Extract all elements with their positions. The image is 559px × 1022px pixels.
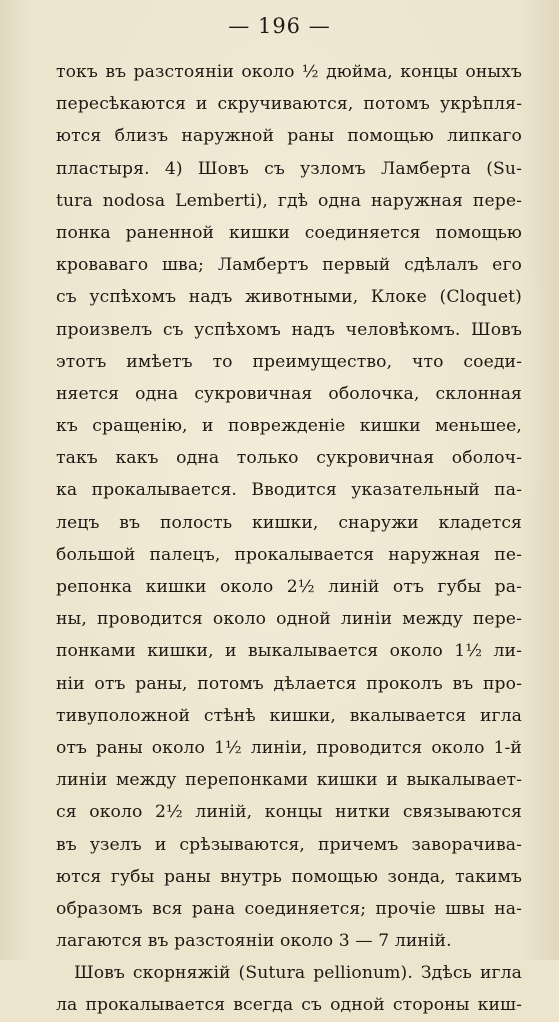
- text-line-15: лецъ въ полость кишки, снаружи кладется: [56, 512, 522, 533]
- text-line-27: образомъ вся рана соединяется; прочiе швы на-: [56, 898, 522, 919]
- text-line-11: няется одна сукровичная оболочка, склонная: [56, 383, 522, 404]
- text-line-1: токъ въ разстоянiи около ½ дюйма, концы оныхъ: [56, 62, 522, 82]
- text-line-22: отъ раны около 1½ линiи, проводится около 1-й: [56, 737, 522, 758]
- text-line-10: этотъ имѣетъ то преимущество, что соеди-: [56, 351, 522, 372]
- text-line-3: ются близъ наружной раны помощью липкаго: [56, 126, 522, 147]
- text-line-6: понка раненной кишки соединяется помощью: [56, 222, 522, 243]
- text-line-19: понками кишки, и выкалывается около 1½ ли-: [56, 641, 522, 662]
- text-line-4: пластыря. 4) Шовъ съ узломъ Ламберта (Su-: [56, 158, 522, 179]
- text-line-25: въ узелъ и срѣзываются, причемъ заворачива-: [56, 834, 522, 855]
- text-line-28: лагаются въ разстоянiи около 3 — 7 линiй.: [56, 931, 452, 952]
- text-line-16: большой палецъ, прокалывается наружная пе-: [56, 544, 522, 565]
- text-line-17: репонка кишки около 2½ линiй отъ губы ра-: [56, 577, 522, 597]
- text-line-5: tura nodosa Lemberti), гдѣ одна наружная пере-: [56, 190, 522, 211]
- text-line-30: ла прокалывается всегда съ одной стороны киш-: [56, 995, 522, 1016]
- text-line-26: ются губы раны внутрь помощью зонда, такимъ: [56, 866, 522, 887]
- text-line-9: произвелъ съ успѣхомъ надъ человѣкомъ. Шовъ: [56, 319, 522, 340]
- text-line-23: линiи между перепонками кишки и выкалывает-: [56, 770, 522, 791]
- text-line-24: ся около 2½ линiй, концы нитки связываются: [56, 802, 522, 823]
- text-line-29: Шовъ скорняжiй (Sutura pellionum). Здѣсь игла: [74, 963, 522, 984]
- text-line-12: къ сращенiю, и поврежденiе кишки меньшее,: [56, 416, 522, 437]
- text-line-13: такъ какъ одна только сукровичная оболоч-: [56, 448, 522, 469]
- page-number: — 196 —: [228, 14, 331, 38]
- text-line-8: съ успѣхомъ надъ животными, Клоке (Cloquet): [56, 287, 522, 308]
- text-line-7: кроваваго шва; Ламбертъ первый сдѣлалъ его: [56, 255, 522, 276]
- text-line-14: ка прокалывается. Вводится указательный па-: [56, 480, 522, 501]
- text-line-20: нiи отъ раны, потомъ дѣлается проколъ въ про-: [56, 673, 522, 694]
- text-line-21: тивуположной стѣнѣ кишки, вкалывается игла: [56, 705, 522, 726]
- text-line-2: пересѣкаются и скручиваются, потомъ укрѣпля-: [56, 94, 522, 115]
- body-text: [56, 56, 522, 1022]
- text-line-18: ны, проводится около одной линiи между пере-: [56, 609, 522, 630]
